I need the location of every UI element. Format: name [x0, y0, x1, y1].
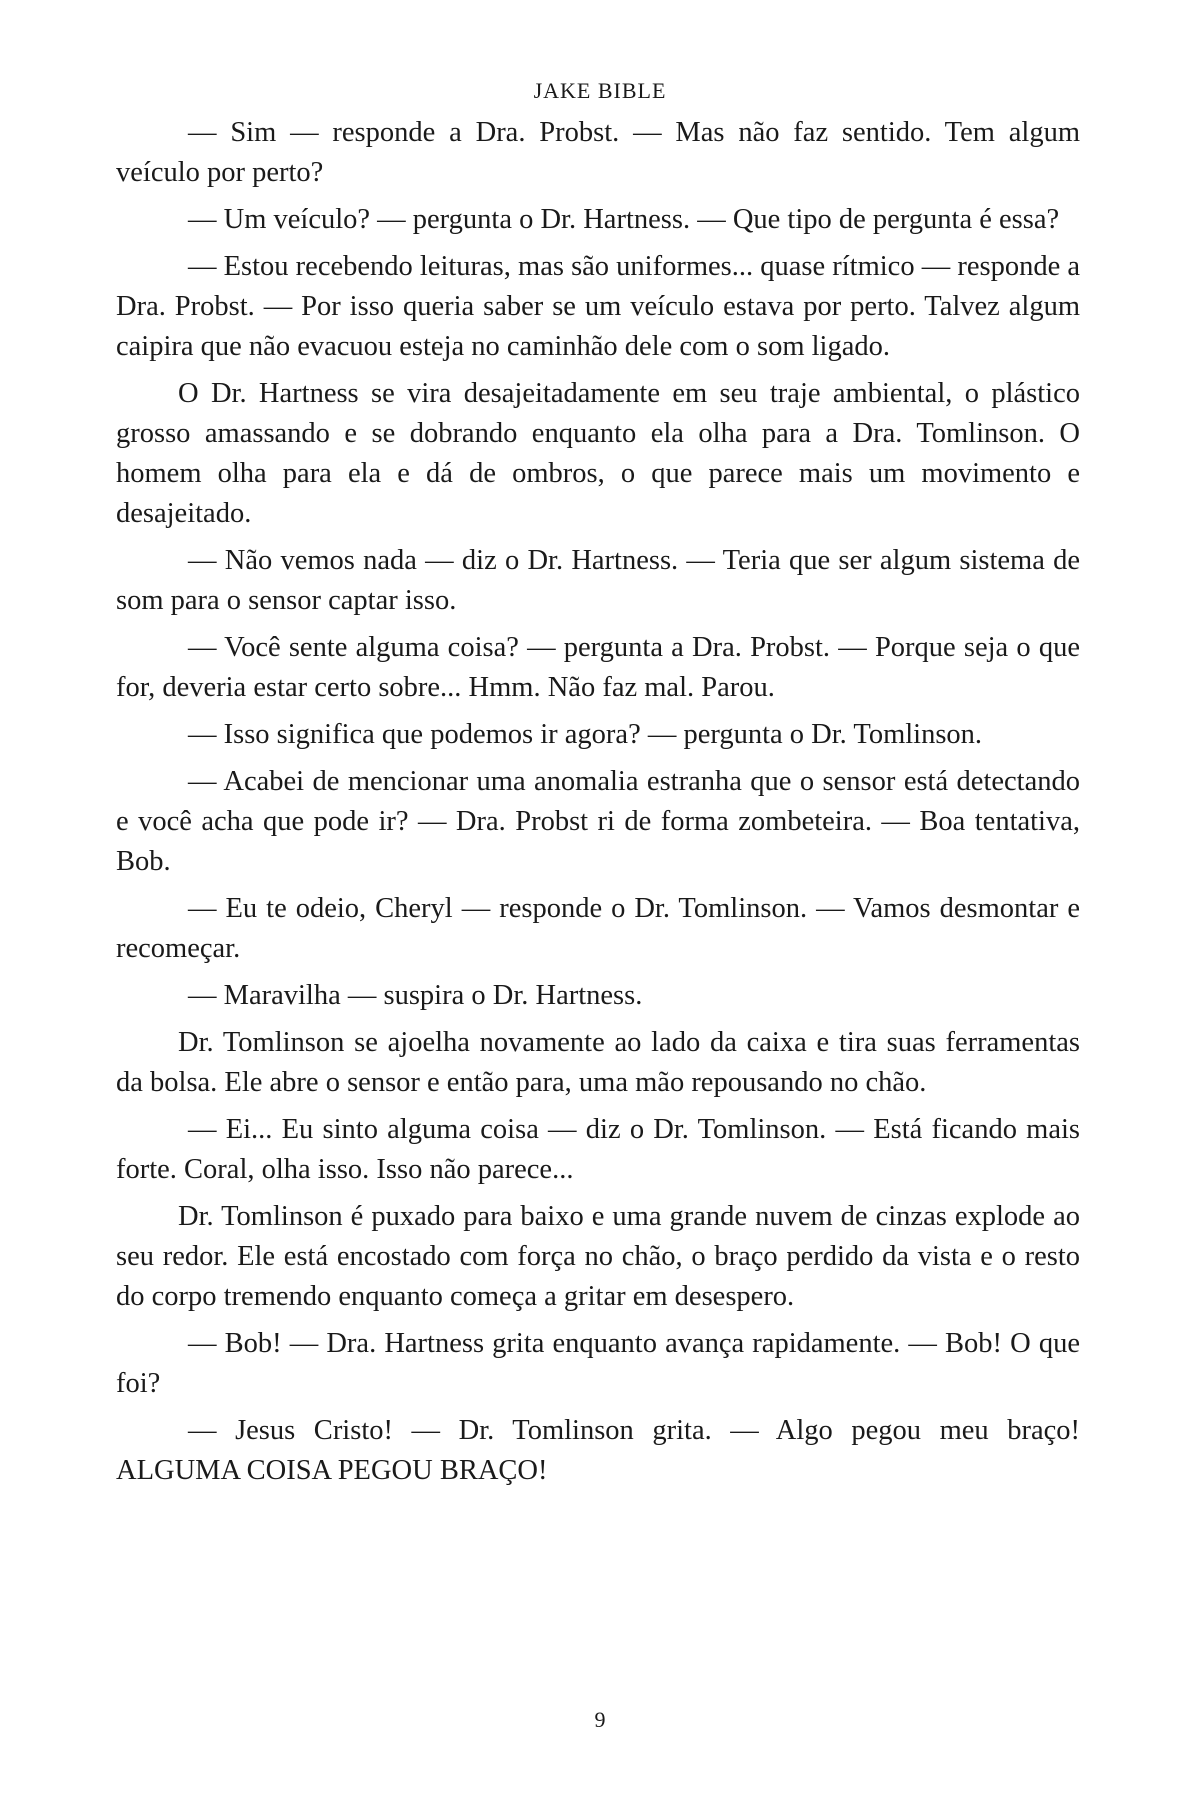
- paragraph-9: — Eu te odeio, Cheryl — responde o Dr. Tomlinson. — Vamos desmontar e recomeçar.: [116, 893, 1080, 964]
- paragraph-2: — Um veículo? — pergunta o Dr. Hartness. — Que tipo de pergunta é essa?: [188, 204, 1060, 235]
- body-text: [116, 113, 1080, 1498]
- paragraph-12: — Ei... Eu sinto alguma coisa — diz o Dr. Tomlinson. — Está ficando mais forte. Coral, olha isso. Isso não parece...: [116, 1114, 1080, 1185]
- paragraph-11: Dr. Tomlinson se ajoelha novamente ao lado da caixa e tira suas ferramentas da bolsa. Ele abre o sensor e então para, uma mão repousando no chão.: [116, 1027, 1080, 1098]
- paragraph-3: — Estou recebendo leituras, mas são uniformes... quase rítmico — responde a Dra. Probst. — Por isso queria saber se um veículo estava por perto. Talvez algum caipira que não evacuou esteja no caminhão dele com o som ligado.: [116, 251, 1080, 362]
- paragraph-10: — Maravilha — suspira o Dr. Hartness.: [188, 980, 643, 1011]
- paragraph-8: — Acabei de mencionar uma anomalia estranha que o sensor está detectando e você acha que pode ir? — Dra. Probst ri de forma zombeteira. — Boa tentativa, Bob.: [116, 766, 1080, 877]
- running-head: JAKE BIBLE: [533, 78, 667, 103]
- paragraph-5: — Não vemos nada — diz o Dr. Hartness. — Teria que ser algum sistema de som para o sensor captar isso.: [116, 545, 1080, 616]
- paragraph-15: — Jesus Cristo! — Dr. Tomlinson grita. — Algo pegou meu braço! ALGUMA COISA PEGOU BRAÇO!: [116, 1415, 1080, 1486]
- page-number: 9: [594, 1707, 606, 1732]
- paragraph-4: O Dr. Hartness se vira desajeitadamente em seu traje ambiental, o plástico grosso amassando e se dobrando enquanto ela olha para a Dra. Tomlinson. O homem olha para ela e dá de ombros, o que parece mais um movimento e desajeitado.: [116, 378, 1080, 529]
- paragraph-14: — Bob! — Dra. Hartness grita enquanto avança rapidamente. — Bob! O que foi?: [116, 1328, 1080, 1399]
- paragraph-6: — Você sente alguma coisa? — pergunta a Dra. Probst. — Porque seja o que for, deveria estar certo sobre... Hmm. Não faz mal. Parou.: [116, 632, 1080, 703]
- paragraph-13: Dr. Tomlinson é puxado para baixo e uma grande nuvem de cinzas explode ao seu redor. Ele está encostado com força no chão, o braço perdido da vista e o resto do corpo tremendo enquanto começa a gritar em desespero.: [116, 1201, 1080, 1312]
- paragraph-7: — Isso significa que podemos ir agora? — pergunta o Dr. Tomlinson.: [188, 719, 983, 750]
- paragraph-1: — Sim — responde a Dra. Probst. — Mas não faz sentido. Tem algum veículo por perto?: [116, 117, 1080, 188]
